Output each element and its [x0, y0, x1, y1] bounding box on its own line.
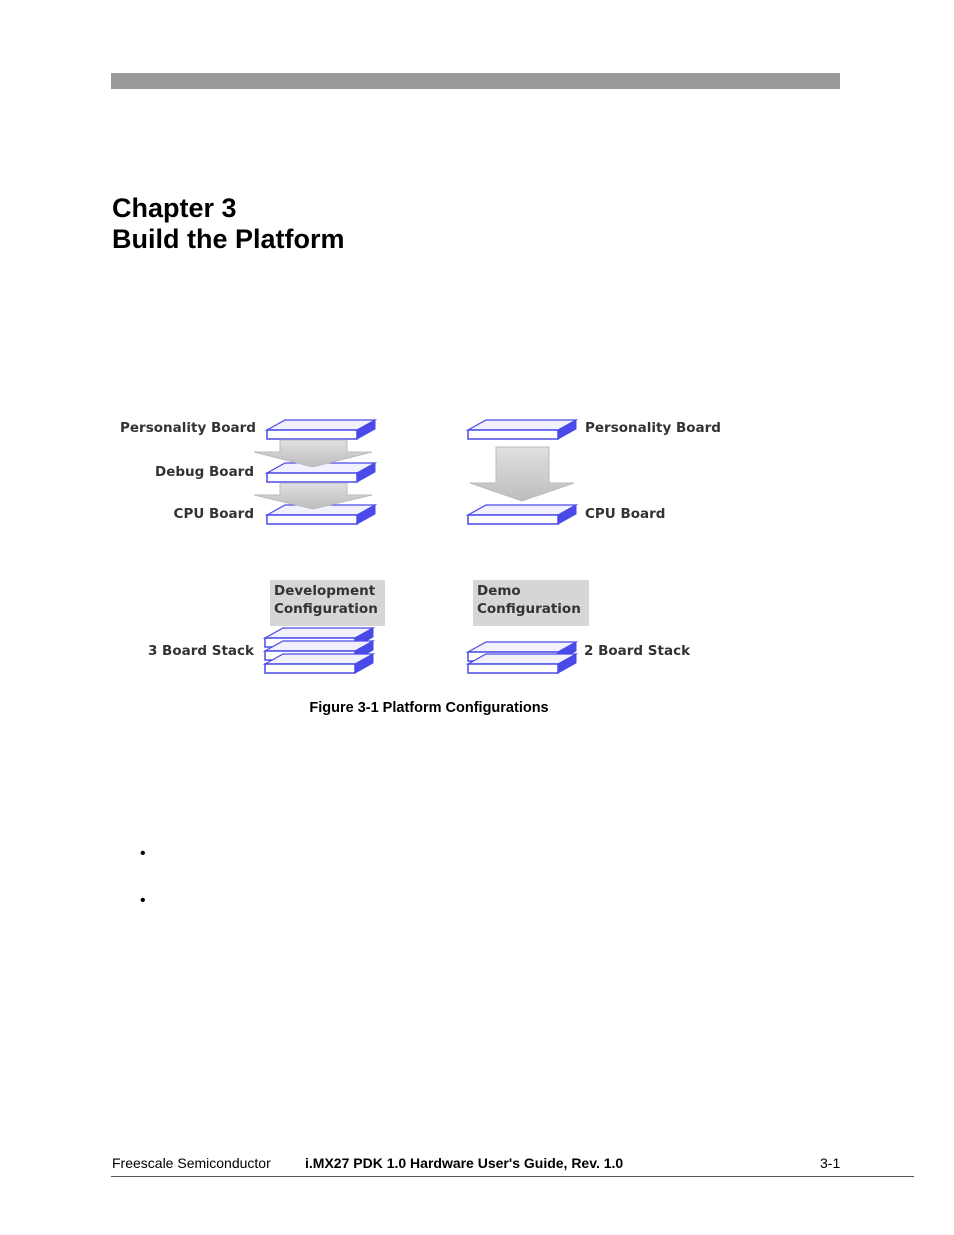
label-3-board-stack: 3 Board Stack	[147, 643, 254, 659]
label-cpu-board-right: CPU Board	[585, 506, 666, 522]
config-line: Configuration	[274, 601, 378, 617]
footer-document-title: i.MX27 PDK 1.0 Hardware User's Guide, Rev. 1.0	[305, 1155, 624, 1171]
footer-rule	[111, 1176, 914, 1177]
label-debug-board: Debug Board	[155, 464, 254, 480]
label-cpu-board-left: CPU Board	[173, 506, 254, 522]
label-2-board-stack: 2 Board Stack	[584, 643, 691, 659]
demo-configuration-box	[473, 580, 589, 626]
bullet-item-2: •	[140, 892, 146, 909]
label-personality-board-left: Personality Board	[120, 420, 256, 436]
platform-configurations-figure	[120, 405, 740, 685]
config-line: Demo	[477, 583, 521, 599]
development-configuration-box	[270, 580, 385, 626]
stack3-board-3	[265, 654, 373, 673]
chapter-name: Build the Platform	[112, 224, 345, 254]
chapter-title	[112, 193, 345, 255]
board-personality-left	[267, 420, 375, 439]
config-line: Development	[274, 583, 376, 599]
arrow-right	[470, 447, 574, 501]
header-bar	[111, 73, 840, 89]
board-personality-right	[468, 420, 576, 439]
figure-caption: Figure 3-1 Platform Configurations	[309, 700, 549, 716]
footer-company: Freescale Semiconductor	[112, 1155, 271, 1171]
bullet-item-1: •	[140, 845, 146, 862]
stack2-board-2	[468, 654, 576, 673]
config-line: Configuration	[477, 601, 581, 617]
label-personality-board-right: Personality Board	[585, 420, 721, 436]
chapter-number: Chapter 3	[112, 193, 237, 223]
footer-page-number: 3-1	[820, 1155, 841, 1171]
board-debug	[267, 463, 375, 482]
board-cpu-right	[468, 505, 576, 524]
board-cpu-left	[267, 505, 375, 524]
